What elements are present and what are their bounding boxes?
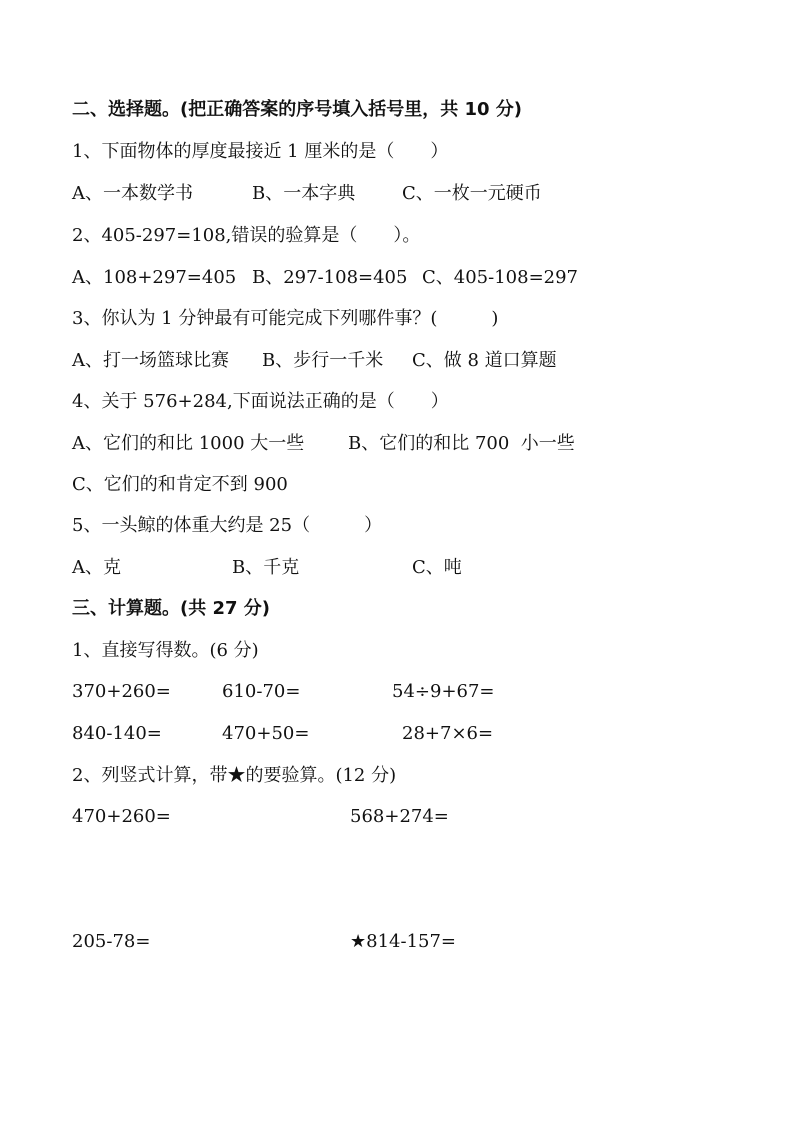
question-3-option-c: C、做 8 道口算题 (412, 350, 557, 371)
question-2-option-b: B、297-108=405 (252, 267, 408, 288)
question-2-option-c: C、405-108=297 (422, 267, 579, 288)
question-4-option-a: A、它们的和比 1000 大一些 (72, 433, 305, 454)
question-1-option-c: C、一枚一元硬币 (402, 183, 542, 204)
section3-heading: 三、计算题。(共 27 分) (72, 598, 271, 619)
question-4-option-c: C、它们的和肯定不到 900 (72, 474, 288, 495)
question-1-stem: 1、下面物体的厚度最接近 1 厘米的是（ ） (72, 141, 449, 162)
question-3-option-b: B、步行一千米 (262, 350, 384, 371)
question-5-option-a: A、克 (72, 557, 121, 578)
vertical-calc-item-starred: ★814-157= (350, 931, 457, 952)
question-4-stem: 4、关于 576+284,下面说法正确的是（ ） (72, 391, 449, 412)
question-3-stem: 3、你认为 1 分钟最有可能完成下列哪件事？( ) (72, 308, 499, 329)
section2-heading: 二、选择题。(把正确答案的序号填入括号里，共 10 分) (72, 99, 523, 120)
question-5-option-c: C、吨 (412, 557, 462, 578)
part2-title: 2、列竖式计算，带★的要验算。(12 分) (72, 765, 397, 786)
question-5-option-b: B、千克 (232, 557, 300, 578)
question-2-stem: 2、405-297=108,错误的验算是（ ）。 (72, 225, 421, 246)
question-1-option-b: B、一本字典 (252, 183, 356, 204)
part1-title: 1、直接写得数。(6 分) (72, 640, 259, 661)
vertical-calc-item: 205-78= (72, 931, 151, 952)
calc-item: 370+260= (72, 681, 171, 702)
calc-item: 54÷9+67= (392, 681, 495, 702)
vertical-calc-item: 470+260= (72, 806, 171, 827)
question-3-option-a: A、打一场篮球比赛 (72, 350, 229, 371)
calc-item: 840-140= (72, 723, 162, 744)
question-4-option-b: B、它们的和比 700 小一些 (348, 433, 575, 454)
calc-item: 28+7×6= (402, 723, 494, 744)
calc-item: 610-70= (222, 681, 301, 702)
question-1-option-a: A、一本数学书 (72, 183, 193, 204)
question-2-option-a: A、108+297=405 (72, 267, 237, 288)
vertical-calc-item: 568+274= (350, 806, 449, 827)
calc-item: 470+50= (222, 723, 310, 744)
question-5-stem: 5、一头鲸的体重大约是 25（ ） (72, 515, 383, 536)
